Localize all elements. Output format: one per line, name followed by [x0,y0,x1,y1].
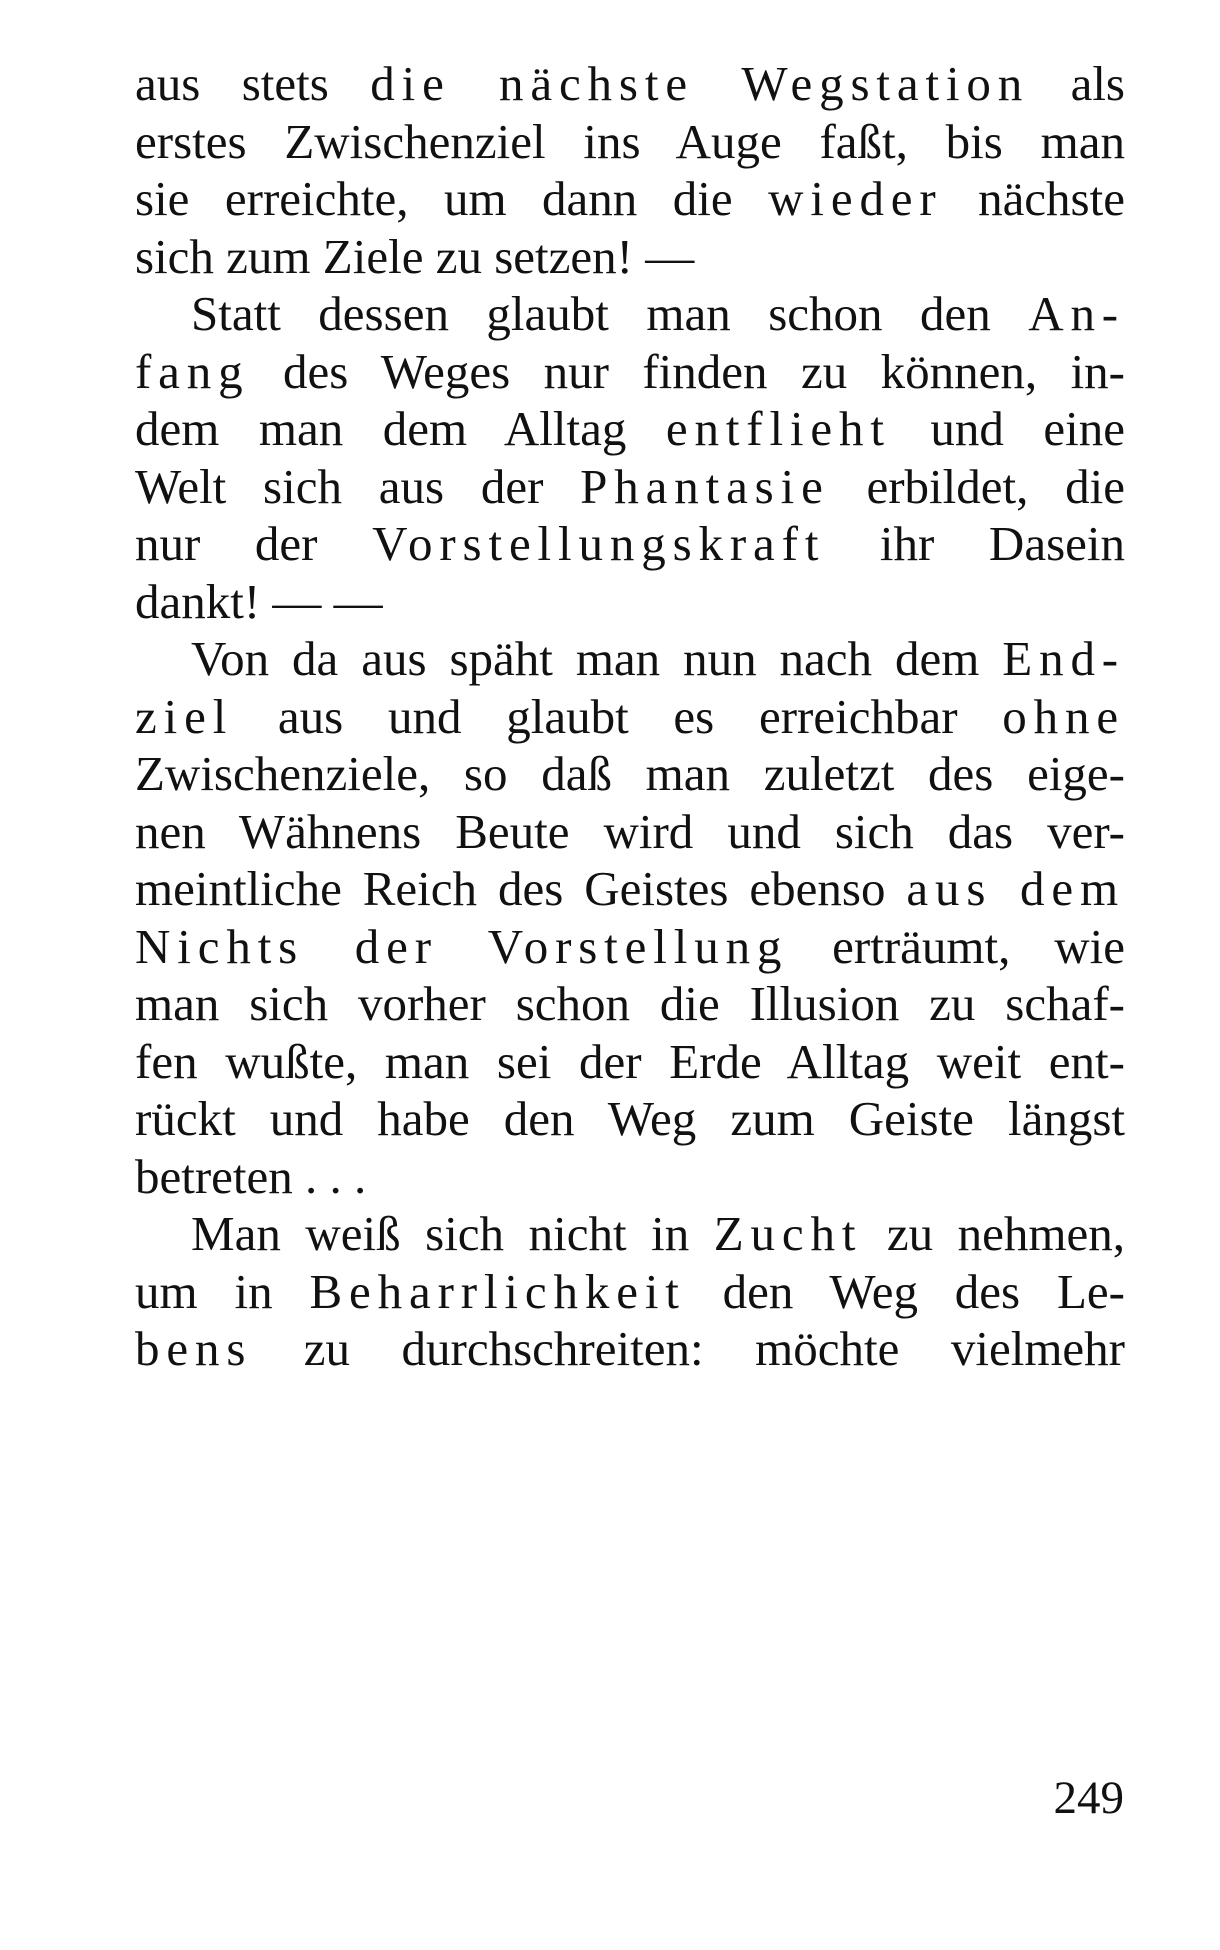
text-segment: aus stets [135,56,371,111]
spaced-emphasis: Phantasie [580,458,830,514]
text-segment: rückt und habe den Weg zum Geiste längst [135,1091,1125,1146]
text-segment: Von da aus späht man nun nach dem [191,631,1003,686]
text-segment: sie erreichte, um dann die [135,171,769,226]
spaced-emphasis: An- [1028,286,1125,341]
spaced-emphasis: Nichts der Vorstellung [135,918,789,974]
text-segment: dem man dem Alltag [135,401,666,456]
text-segment: erträumt, wie [788,918,1125,974]
text-segment: sich zum Ziele zu setzen! — [135,228,695,284]
text-segment: meintliche Reich des Geistes ebenso [135,861,907,916]
text-segment: Welt sich aus der [135,458,581,514]
spaced-emphasis: die nächste Wegstation [370,56,1030,111]
text-segment: aus und glaubt es erreichbar [233,688,1003,744]
spaced-emphasis: bens [135,1321,253,1376]
text-segment: nur der [135,516,373,571]
text-segment: betreten . . . [135,1148,367,1204]
text-segment: ihr Dasein [825,516,1125,571]
spaced-emphasis: entflieht [665,401,891,456]
text-segment: zu nehmen, [862,1206,1125,1261]
text-segment: zu durchschreiten: möchte vielmehr [252,1321,1125,1376]
spaced-emphasis: ohne [1002,688,1125,744]
spaced-emphasis: ziel [135,688,234,744]
text-segment: den Weg des Le- [685,1263,1125,1319]
text-segment: man sich vorher schon die Illusion zu schaf- [135,976,1125,1031]
spaced-emphasis: End- [1002,631,1125,686]
text-segment: dankt! — — [135,573,383,629]
spaced-emphasis: aus dem [906,861,1125,916]
spaced-emphasis: fang [135,343,250,399]
text-segment: fen wußte, man sei der Erde Alltag weit ent- [135,1033,1125,1089]
text-line [135,1313,1125,1385]
text-segment: Statt dessen glaubt man schon den [191,286,1029,341]
text-segment: nächste [942,171,1125,226]
spaced-emphasis: Zucht [713,1206,863,1261]
spaced-emphasis: wieder [768,171,943,226]
text-segment: als [1029,56,1125,111]
text-segment: erbildet, die [829,458,1125,514]
page-number: 249 [1053,1772,1124,1824]
text-segment: nen Wähnens Beute wird und sich das ver- [135,803,1125,859]
text-segment: Man weiß sich nicht in [191,1206,714,1261]
text-segment: erstes Zwischenziel ins Auge faßt, bis man [135,113,1125,169]
spaced-emphasis: Vorstellungskraft [372,516,826,571]
text-segment: und eine [890,401,1125,456]
spaced-emphasis: Beharrlichkeit [309,1263,686,1319]
text-segment: des Weges nur finden zu können, in- [249,343,1125,399]
text-segment: Zwischenziele, so daß man zuletzt des eige- [135,746,1125,801]
text-segment: um in [135,1263,310,1319]
